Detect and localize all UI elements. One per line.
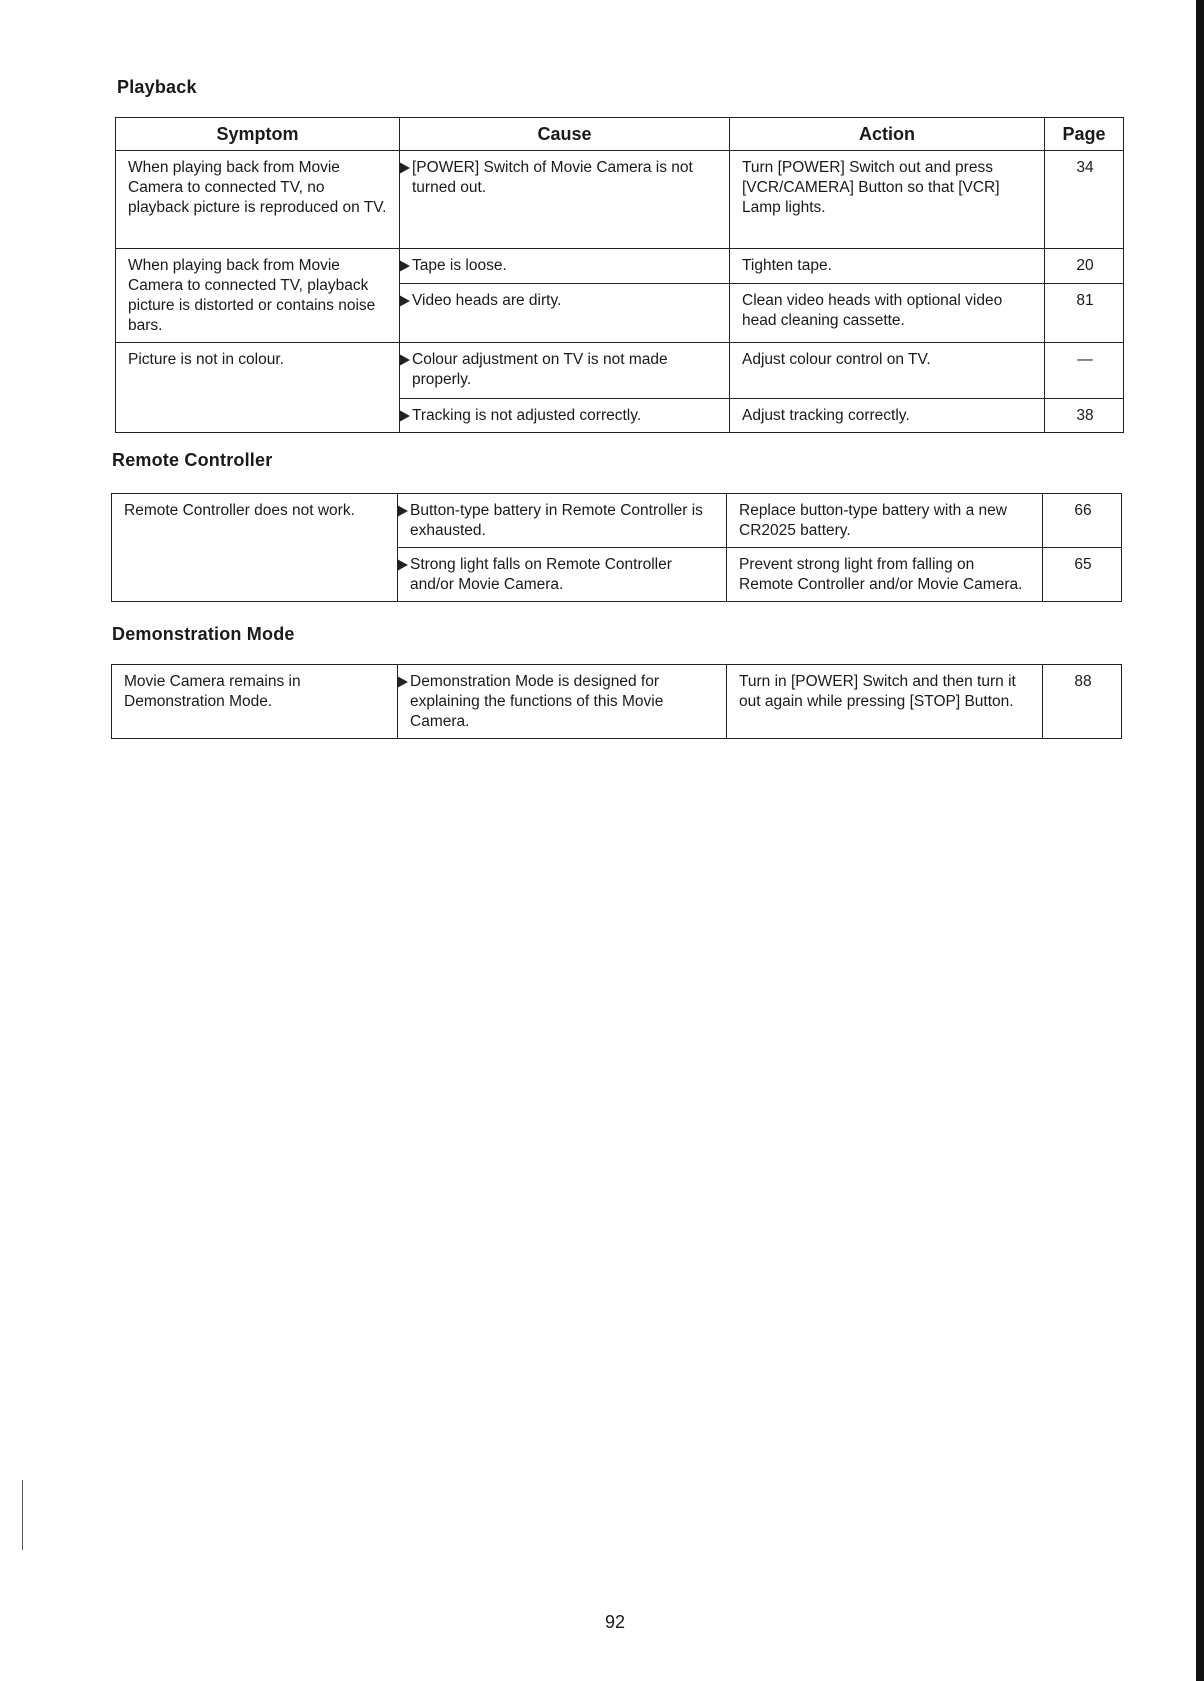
demonstration-mode-table (111, 664, 1122, 739)
page-ref-cell: 38 (1045, 399, 1124, 433)
symptom-cell: When playing back from Movie Camera to connected TV, no playback picture is reproduced on TV. (116, 151, 400, 249)
cause-cell: Video heads are dirty. (400, 284, 730, 343)
action-cell: Clean video heads with optional video head cleaning cassette. (730, 284, 1045, 343)
margin-mark (22, 1480, 23, 1550)
page-number: 92 (604, 1612, 626, 1632)
header-action: Action (730, 118, 1045, 151)
cause-cell: Strong light falls on Remote Controller and/or Movie Camera. (398, 548, 727, 602)
page-ref-cell: 20 (1045, 249, 1124, 284)
page-ref-cell: 88 (1043, 665, 1122, 739)
action-cell: Adjust colour control on TV. (730, 343, 1045, 399)
table-row (112, 665, 1122, 739)
page-ref-cell: 65 (1043, 548, 1122, 602)
header-cause: Cause (400, 118, 730, 151)
cause-cell: Button-type battery in Remote Controller is exhausted. (398, 494, 727, 548)
header-page: Page (1045, 118, 1124, 151)
remote-controller-table (111, 493, 1122, 602)
playback-table (115, 117, 1124, 433)
symptom-cell: When playing back from Movie Camera to connected TV, playback picture is distorted or contains noise bars. (116, 249, 400, 343)
symptom-cell: Movie Camera remains in Demonstration Mode. (112, 665, 398, 739)
section-title-remote-controller: Remote Controller (112, 450, 273, 470)
action-cell: Turn [POWER] Switch out and press [VCR/CAMERA] Button so that [VCR] Lamp lights. (730, 151, 1045, 249)
action-cell: Replace button-type battery with a new CR2025 battery. (727, 494, 1043, 548)
table-row (112, 494, 1122, 548)
table-row (116, 343, 1124, 399)
action-cell: Adjust tracking correctly. (730, 399, 1045, 433)
page-ref-cell: 34 (1045, 151, 1124, 249)
section-title-playback: Playback (117, 77, 197, 97)
page-ref-cell: 66 (1043, 494, 1122, 548)
action-cell: Prevent strong light from falling on Remote Controller and/or Movie Camera. (727, 548, 1043, 602)
table-row (116, 151, 1124, 249)
symptom-cell: Remote Controller does not work. (112, 494, 398, 602)
scan-edge-bar (1196, 0, 1204, 1681)
cause-cell: Tracking is not adjusted correctly. (400, 399, 730, 433)
cause-cell: Demonstration Mode is designed for explaining the functions of this Movie Camera. (398, 665, 727, 739)
section-title-demonstration-mode: Demonstration Mode (112, 624, 295, 644)
action-cell: Tighten tape. (730, 249, 1045, 284)
page-ref-cell: — (1045, 343, 1124, 399)
table-header-row (116, 118, 1124, 151)
cause-cell: Tape is loose. (400, 249, 730, 284)
page-ref-cell: 81 (1045, 284, 1124, 343)
cause-cell: [POWER] Switch of Movie Camera is not turned out. (400, 151, 730, 249)
header-symptom: Symptom (116, 118, 400, 151)
action-cell: Turn in [POWER] Switch and then turn it out again while pressing [STOP] Button. (727, 665, 1043, 739)
table-row (116, 249, 1124, 284)
symptom-cell: Picture is not in colour. (116, 343, 400, 433)
cause-cell: Colour adjustment on TV is not made properly. (400, 343, 730, 399)
